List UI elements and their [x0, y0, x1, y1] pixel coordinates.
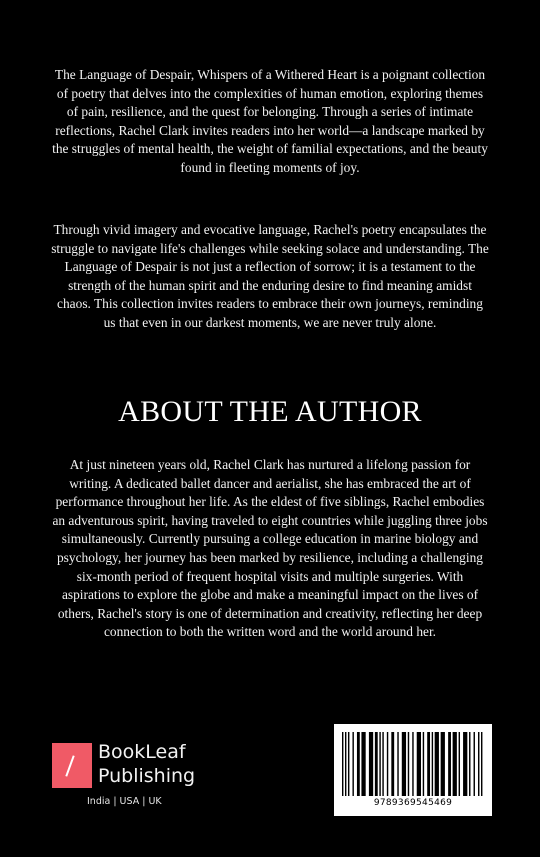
barcode-bar	[459, 732, 460, 796]
barcode-bar	[435, 732, 439, 796]
barcode-bar	[345, 732, 346, 796]
barcode-bar	[397, 732, 398, 796]
barcode-bar	[417, 732, 421, 796]
publisher-name-line-2: Publishing	[98, 765, 196, 787]
barcode-bar	[357, 732, 360, 796]
barcode-bar	[391, 732, 394, 796]
blurb-paragraph-2: Through vivid imagery and evocative language, Rachel's poetry encapsulates the struggle to navigate life's challenges while seeking solace and understanding. The Language of Despair is not just a reflection of sorrow; it is a testament to the strength of the human spirit and the enduring desire to find meaning amidst chaos. This collection invites readers to embrace their own journeys, reminding us that even in our darkest moments, we are never truly alone.	[51, 222, 489, 330]
barcode-bar	[423, 732, 424, 796]
author-bio: At just nineteen years old, Rachel Clark has nurtured a lifelong passion for writing. A dedicated ballet dancer and aerialist, she has embraced the art of performance throughout her life. As the eldest of five siblings, Rachel embodies an adventurous spirit, having traveled to eight countries while juggling three jobs simultaneously. Currently pursuing a college education in marine biology and psychology, her journey has been marked by resilience, including a challenging six-month period of frequent hospital visits and multiple surgeries. With aspirations to explore the globe and make a meaningful impact on the lives of others, Rachel's story is one of determination and creativity, reflecting her deep connection to both the written word and the world around her.	[52, 457, 488, 640]
publisher-countries: India | USA | UK	[87, 796, 162, 807]
publisher-logo-mark	[52, 743, 92, 788]
barcode-bar	[469, 732, 470, 796]
publisher-logo	[52, 743, 222, 793]
barcode-bar	[352, 732, 353, 796]
barcode-bar	[408, 732, 409, 796]
barcode-bar	[441, 732, 445, 796]
barcode-bar	[427, 732, 430, 796]
barcode-bar	[481, 732, 482, 796]
barcode-bars	[342, 732, 484, 796]
barcode-bar	[474, 732, 475, 796]
publisher-name-line-1: BookLeaf	[98, 741, 186, 763]
slash-icon	[65, 755, 74, 776]
about-author-heading: ABOUT THE AUTHOR	[118, 395, 422, 428]
barcode-bar	[382, 732, 383, 796]
barcode-bar	[448, 732, 451, 796]
barcode-bar	[453, 732, 457, 796]
isbn-number: 9789369545469	[373, 798, 453, 808]
barcode-bar	[379, 732, 380, 796]
barcode-bar	[432, 732, 433, 796]
publisher-name	[98, 740, 195, 788]
barcode-bar	[342, 732, 343, 796]
barcode-bar	[402, 732, 406, 796]
barcode-bar	[348, 732, 349, 796]
barcode-bar	[369, 732, 373, 796]
barcode-bar	[387, 732, 388, 796]
barcode-bar	[361, 732, 365, 796]
barcode-bar	[463, 732, 467, 796]
blurb-paragraph-1: The Language of Despair, Whispers of a Withered Heart is a poignant collection of poetry that delves into the complexities of human emotion, exploring themes of pain, resilience, and the quest for belonging. Through a series of intimate reflections, Rachel Clark invites readers into her world—a landscape marked by the struggles of mental health, the weight of familial expectations, and the beauty found in fleeting moments of joy.	[52, 67, 488, 175]
barcode-bar	[412, 732, 413, 796]
barcode-bar	[478, 732, 479, 796]
barcode-bar	[375, 732, 378, 796]
isbn-barcode	[334, 724, 492, 816]
